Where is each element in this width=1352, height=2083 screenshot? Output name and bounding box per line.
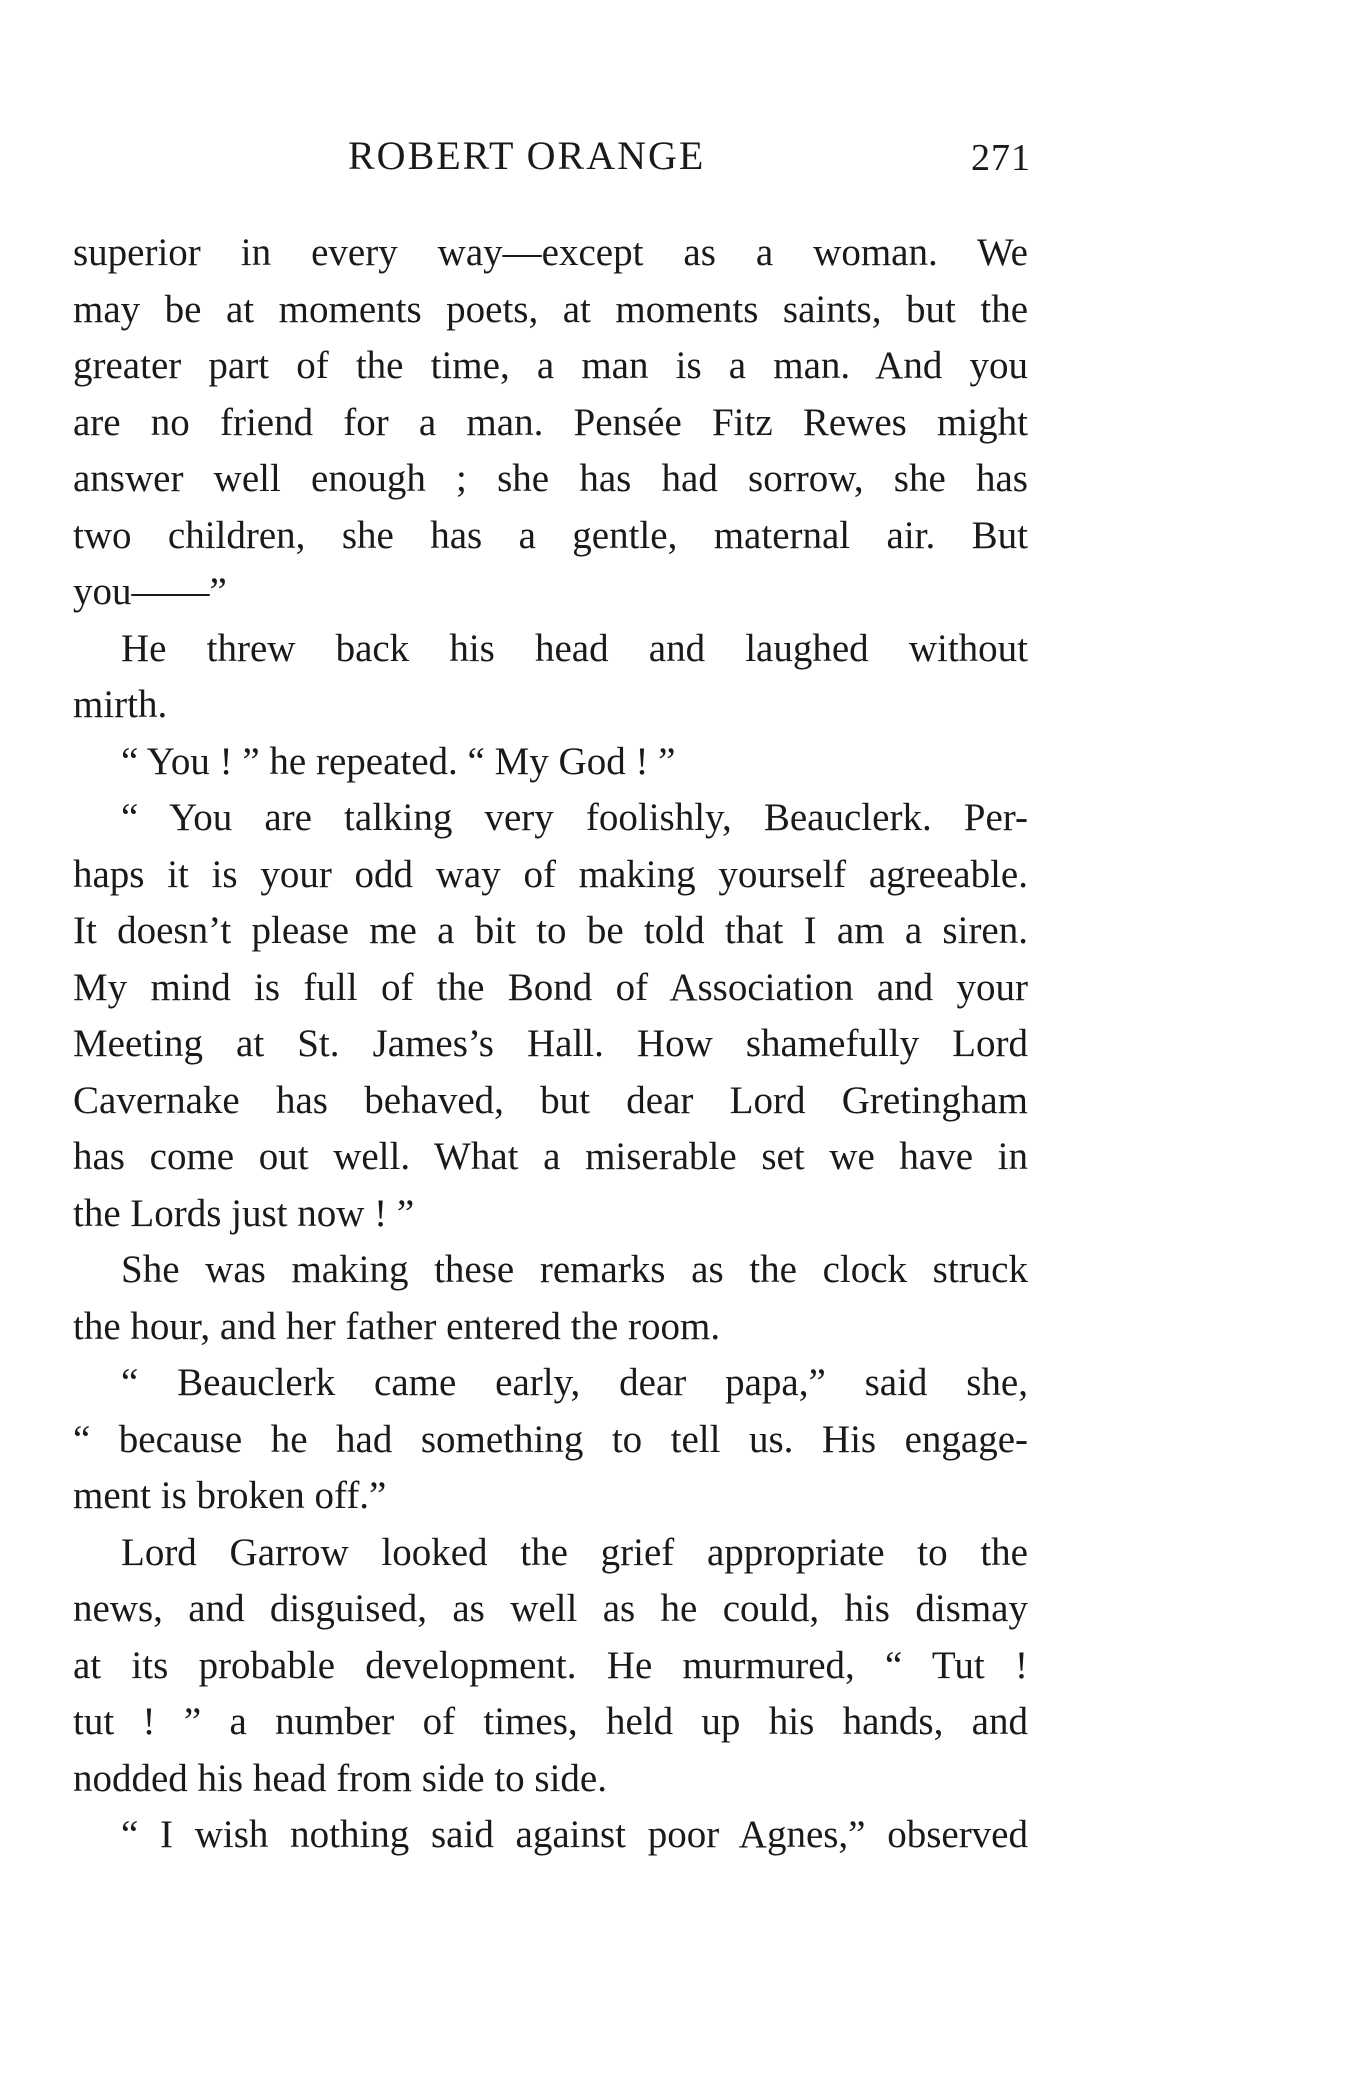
page-number: 271: [971, 137, 1031, 179]
text-line: at its probable development. He murmured, “ Tut !: [73, 1643, 1028, 1687]
text-line: has come out well. What a miserable set we have in: [73, 1135, 1028, 1178]
text-line: greater part of the time, a man is a man. And you: [73, 344, 1028, 387]
text-line: “ You ! ” he repeated. “ My God ! ”: [121, 739, 676, 783]
text-line: Meeting at St. James’s Hall. How shamefully Lord: [73, 1022, 1028, 1065]
text-line: nodded his head from side to side.: [73, 1756, 607, 1800]
text-line: may be at moments poets, at moments saints, but the: [73, 287, 1028, 331]
text-line: Cavernake has behaved, but dear Lord Gretingham: [73, 1078, 1028, 1122]
text-line: “ because he had something to tell us. His engage-: [73, 1417, 1028, 1461]
text-line: It doesn’t please me a bit to be told that I am a siren.: [73, 909, 1028, 952]
text-line: two children, she has a gentle, maternal air. But: [73, 513, 1028, 557]
text-line: ment is broken off.”: [73, 1474, 387, 1517]
text-line: He threw back his head and laughed without: [121, 626, 1028, 670]
text-line: are no friend for a man. Pensée Fitz Rewes might: [73, 400, 1028, 444]
text-line: you——”: [73, 570, 227, 613]
text-line: She was making these remarks as the clock struck: [121, 1248, 1028, 1291]
text-line: tut ! ” a number of times, held up his hands, and: [73, 1700, 1028, 1743]
text-line: haps it is your odd way of making yourself agreeable.: [73, 852, 1028, 896]
text-line: news, and disguised, as well as he could, his dismay: [73, 1587, 1028, 1630]
text-line: “ I wish nothing said against poor Agnes,” observed: [121, 1813, 1028, 1856]
text-line: the Lords just now ! ”: [73, 1191, 415, 1235]
text-line: the hour, and her father entered the room.: [73, 1304, 721, 1348]
text-line: answer well enough ; she has had sorrow, she has: [73, 457, 1028, 500]
running-title: ROBERT ORANGE: [348, 133, 706, 178]
text-line: My mind is full of the Bond of Association and your: [73, 965, 1028, 1009]
text-line: “ You are talking very foolishly, Beauclerk. Per-: [121, 796, 1028, 839]
body-text: [73, 225, 1028, 1864]
text-line: mirth.: [73, 683, 168, 726]
text-line: “ Beauclerk came early, dear papa,” said she,: [121, 1361, 1028, 1404]
text-line: Lord Garrow looked the grief appropriate to the: [121, 1530, 1028, 1574]
text-line: superior in every way—except as a woman. We: [73, 231, 1028, 274]
running-head: [78, 132, 1031, 182]
